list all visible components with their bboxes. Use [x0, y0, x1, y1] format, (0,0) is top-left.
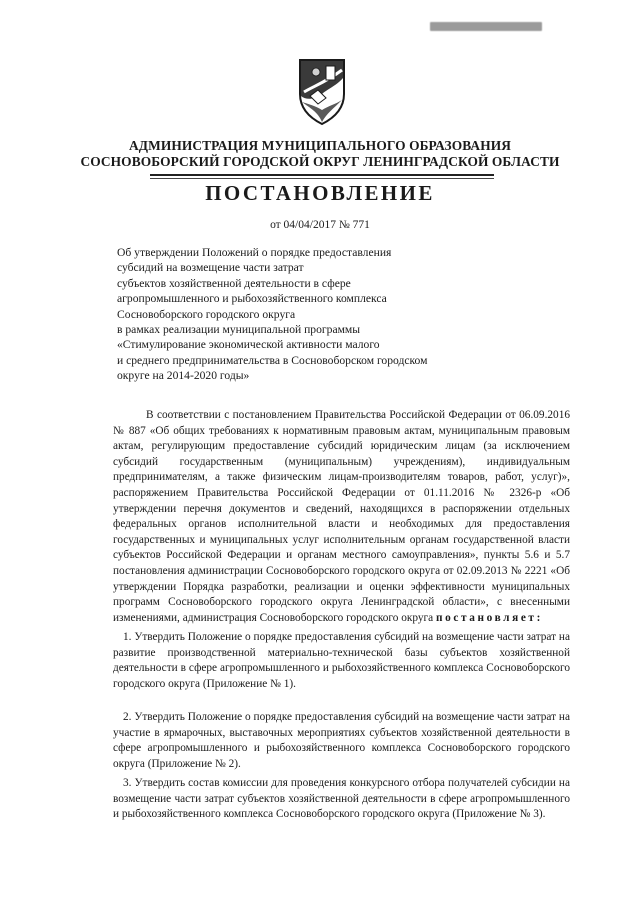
- document-subject: [117, 245, 477, 384]
- decree-item-3: [113, 776, 570, 823]
- decree-word: постановляет:: [436, 611, 543, 624]
- document-date-number: от 04/04/2017 № 771: [270, 219, 370, 231]
- preamble-paragraph: [113, 408, 570, 626]
- preamble-text: В соответствии с постановлением Правительства Российской Федерации от 06.09.2016 № 887 «Об общих требованиях к нормативным правовым актам, муниципальным правовым актам, регулирующим предоставление субсидий юридическим лицам (за исключением субсидий государственным (муниципальным) учреждениям), индивидуальным предпринимателям, а также физическим лицам-производителям товаров, работ, услуг)», распоряжением Правительства Российской Федерации от 01.11.2016 № 2326-р «Об утверждении перечня документов и сведений, находящихся в распоряжении отдельных федеральных органов исполнительной власти и необходимых для предоставления государственных и муниципальных услуг исполнительным органам государственной власти субъектов Российской Федерации и органам местного самоуправления», пункты 5.6 и 5.7 постановления администрации Сосновоборского городского округа от 02.09.2013 № 2221 «Об утверждении Порядка разработки, реализации и оценки эффективности муниципальных программ Сосновоборского городского округа Ленинградской области», с внесенными изменениями, администрация Сосновоборского городского округа: [113, 409, 570, 624]
- organization-header: [60, 138, 580, 170]
- organization-name-line-1: АДМИНИСТРАЦИЯ МУНИЦИПАЛЬНОГО ОБРАЗОВАНИЯ: [129, 138, 511, 153]
- subject-line: в рамках реализации муниципальной программы: [117, 323, 361, 337]
- subject-line: округе на 2014-2020 годы»: [117, 369, 250, 383]
- subject-line: Сосновоборского городского округа: [117, 307, 296, 321]
- subject-line: «Стимулирование экономической активности малого: [117, 338, 380, 352]
- registration-stamp: [430, 22, 542, 31]
- subject-line: агропромышленного и рыбохозяйственного комплекса: [117, 292, 387, 306]
- decree-item-3-text: 3. Утвердить состав комиссии для проведения конкурсного отбора получателей субсидии на возмещение части затрат субъектов хозяйственной деятельности в сфере агропромышленного и рыбохозяйственного комплекса Сосновоборского городского округа (Приложение № 3).: [113, 777, 570, 821]
- subject-line: и среднего предпринимательства в Сосновоборском городском: [117, 353, 428, 367]
- document-title: ПОСТАНОВЛЕНИЕ: [205, 181, 435, 205]
- decree-item-2-text: 2. Утвердить Положение о порядке предоставления субсидий на возмещение части затрат на участие в ярмарочных, выставочных мероприятиях субъектов хозяйственной деятельности в сфере агропромышленного и рыбохозяйственного комплекса Сосновоборского городского округа (Приложение № 2).: [113, 711, 570, 770]
- organization-name-line-2: СОСНОВОБОРСКИЙ ГОРОДСКОЙ ОКРУГ ЛЕНИНГРАДСКОЙ ОБЛАСТИ: [80, 154, 560, 169]
- decree-item-2: [113, 710, 570, 772]
- subject-line: Об утверждении Положений о порядке предоставления: [117, 246, 392, 259]
- decree-item-1-text: 1. Утвердить Положение о порядке предоставления субсидий на возмещение части затрат на развитие производственной материально-технической базы субъектов хозяйственной деятельности в сфере агропромышленного и рыбохозяйственного комплекса Сосновоборского городского округа (Приложение № 1).: [113, 631, 570, 690]
- subject-line: субъектов хозяйственной деятельности в сфере: [117, 276, 351, 290]
- header-divider-thin: [150, 178, 494, 179]
- coat-of-arms-emblem: [296, 56, 348, 126]
- subject-line: субсидий на возмещение части затрат: [117, 261, 304, 275]
- header-divider: [150, 174, 494, 176]
- decree-item-1: [113, 630, 570, 692]
